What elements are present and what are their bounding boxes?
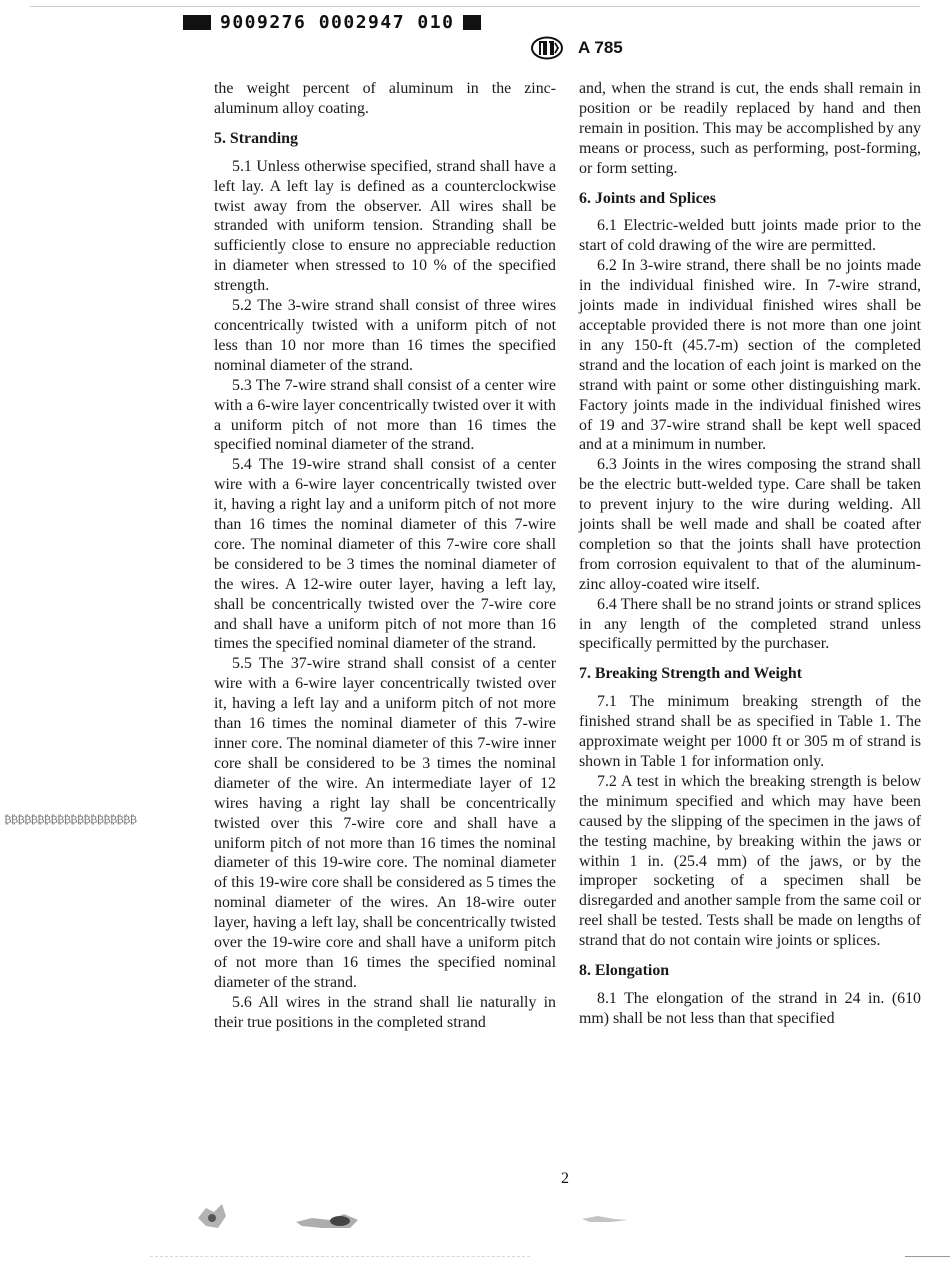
bottom-rule-right	[905, 1256, 950, 1257]
body-paragraph: 5.3 The 7-wire strand shall consist of a center wire with a 6-wire layer concentrically twisted over it with a uniform pitch of not more than 16 times the specified nominal diameter of the strand.	[214, 376, 556, 454]
section-number: 6.	[579, 189, 591, 207]
bottom-rule	[150, 1256, 530, 1257]
left-text-column	[214, 79, 556, 1033]
body-paragraph: 5.5 The 37-wire strand shall consist of a center wire with a 6-wire layer concentrically twisted over it, having a left lay and a uniform pitch of not more than 16 times the nominal diameter of this 7-wire inner core. The nominal diameter of this 7-wire inner core shall be considered to be 3 times the nominal diameter of the wire. An intermediate layer of 12 wires having a right lay shall be concentrically twisted over this 7-wire core and shall have a uniform pitch of not more than 16 times the nominal diameter of this 19-wire core. The nominal diameter of this 19-wire core shall be considered as 5 times the nominal diameter of the wires. An 18-wire outer layer, having a left lay, shall be concentrically twisted over the 19-wire core and shall have a uniform pitch of not more than 16 times the specified nominal diameter of the strand.	[214, 655, 556, 991]
body-paragraph: 5.6 All wires in the strand shall lie naturally in their true positions in the completed strand	[214, 993, 556, 1031]
scan-speck	[192, 1198, 232, 1234]
body-paragraph: 5.2 The 3-wire strand shall consist of three wires concentrically twisted with a uniform pitch of not less than 10 nor more than 16 times the specified nominal diameter of the strand.	[214, 297, 556, 374]
section-number: 5.	[214, 129, 226, 147]
scan-speck	[292, 1210, 362, 1232]
document-code-text: 9009276 0002947 010	[220, 11, 455, 33]
body-paragraph: 7.2 A test in which the breaking strength is below the minimum specified and which may have been caused by the slipping of the specimen in the jaws of the testing machine, by breaking within the jaws or within 1 in. (25.4 mm) of the jaws, or by the improper socketing of a specimen shall be disregarded and another sample from the same coil or reel shall be tested. Tests shall be made on lengths of strand that do not contain wire joints or splices.	[579, 772, 921, 950]
section-heading	[579, 961, 921, 981]
section-heading	[214, 129, 556, 149]
body-paragraph: 6.3 Joints in the wires composing the strand shall be the electric butt-welded type. Care shall be taken to prevent injury to the wire during welding. All joints shall be well made and shall be coated after completion so that the joints shall have protection from corrosion equivalent to that of the aluminum-zinc alloy-coated wire itself.	[579, 456, 921, 593]
top-rule	[30, 6, 920, 7]
body-paragraph: 7.1 The minimum breaking strength of the finished strand shall be as specified in Table 1. The approximate weight per 1000 ft or 305 m of strand is shown in Table 1 for information only.	[579, 693, 921, 770]
section-heading	[579, 189, 921, 209]
document-control-code	[183, 10, 481, 34]
body-paragraph: 6.1 Electric-welded butt joints made prior to the start of cold drawing of the wire are permitted.	[579, 217, 921, 255]
scan-margin-noise: ₿₿₿₿₿₿₿₿₿₿₿₿₿₿₿₿₿₿₿₿	[4, 813, 137, 826]
body-paragraph: the weight percent of aluminum in the zinc-aluminum alloy coating.	[214, 80, 556, 117]
body-paragraph: 8.1 The elongation of the strand in 24 in. (610 mm) shall be not less than that specified	[579, 989, 921, 1027]
section-title: Breaking Strength and Weight	[594, 665, 802, 683]
scan-speck	[580, 1213, 630, 1225]
barcode-block-left	[183, 15, 211, 30]
body-paragraph: 5.1 Unless otherwise specified, strand shall have a left lay. A left lay is defined as a counterclockwise twist away from the observer. All wires shall be stranded with uniform tension. Stranding shall be sufficiently close to ensure no appreciable reduction in diameter when stressed to 10 % of the specified strength.	[214, 157, 556, 295]
section-title: Elongation	[594, 962, 670, 980]
body-paragraph: 6.4 There shall be no strand joints or strand splices in any length of the completed strand unless specifically permitted by the purchaser.	[579, 595, 921, 653]
body-paragraph: and, when the strand is cut, the ends shall remain in position or be readily replaced by hand and then remain in position. This may be accomplished by any means or process, such as performing, post-forming, or form setting.	[579, 80, 921, 177]
body-paragraph: 5.4 The 19-wire strand shall consist of a center wire with a 6-wire layer concentrically twisted over it, having a right lay and a uniform pitch of not more than 16 times the nominal diameter of this 7-wire core. The nominal diameter of this 7-wire core shall be considered to be 3 times the nominal diameter of the wires. A 12-wire outer layer, having a left lay, shall be concentrically twisted over the 7-wire core and shall have a uniform pitch of not more than 16 times the specified nominal diameter of the strand.	[214, 456, 556, 653]
section-heading	[579, 664, 921, 684]
page-number: 2	[561, 1170, 569, 1187]
astm-logo-icon	[530, 36, 564, 65]
section-title: Stranding	[229, 129, 298, 147]
body-paragraph: 6.2 In 3-wire strand, there shall be no joints made in the individual finished wire. In 7-wire strand, joints made in individual finished wires shall be acceptable provided there is not more than one joint in any 150-ft (45.7-m) section of the completed strand and the location of each joint is marked on the strand with paint or some other distinguishing mark. Factory joints made in the individual finished wires of 19 and 37-wire strand shall be kept well spaced and at a minimum in number.	[579, 257, 921, 454]
standard-designation: A 785	[578, 38, 623, 57]
right-text-column	[579, 79, 921, 1029]
section-title: Joints and Splices	[594, 189, 716, 207]
section-number: 8.	[579, 962, 591, 980]
section-number: 7.	[579, 665, 591, 683]
barcode-block-right	[463, 15, 481, 30]
